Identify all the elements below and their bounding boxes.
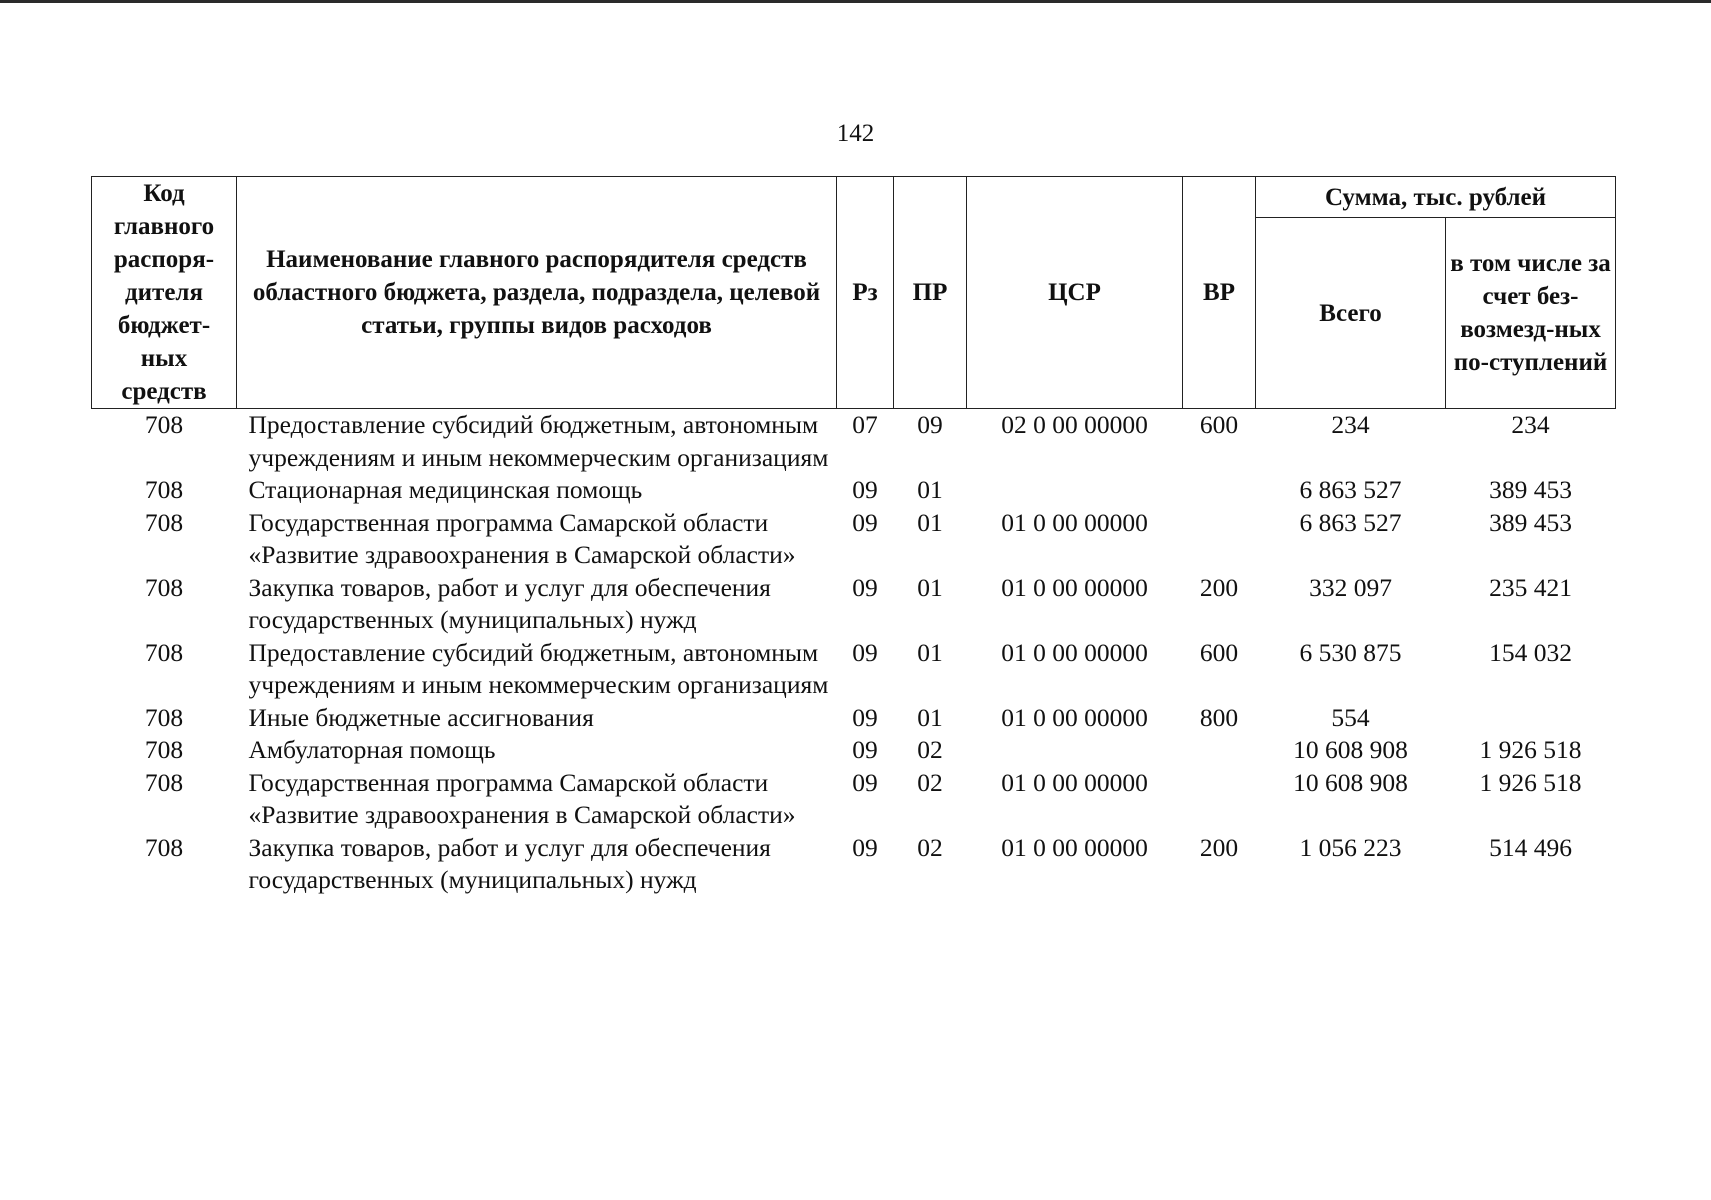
cell-code: 708 [144, 767, 184, 797]
cell-csr: 02 0 00 00000 [1001, 410, 1148, 439]
header-sum-group: Сумма, тыс. рублей [1256, 177, 1616, 218]
cell-code: 708 [144, 832, 184, 862]
cell-csr: 01 0 00 00000 [1001, 637, 1148, 667]
cell-pr: 02 [917, 832, 943, 862]
cell-vr [1183, 474, 1256, 507]
cell-total: 234 [1331, 410, 1370, 439]
header-rz: Рз [837, 177, 894, 409]
cell-name: Предоставление субсидий бюджетным, автономным учреждениям и иным некоммерческим организациям [248, 637, 829, 699]
cell-name: Иные бюджетные ассигнования [248, 702, 594, 732]
cell-name: Предоставление субсидий бюджетным, автономным учреждениям и иным некоммерческим организациям [248, 410, 829, 472]
table-row [92, 637, 1616, 702]
cell-csr: 01 0 00 00000 [1001, 832, 1148, 862]
scan-top-edge [0, 0, 1711, 3]
budget-table [91, 176, 1616, 897]
table-row [92, 474, 1616, 507]
cell-total: 332 097 [1309, 572, 1392, 602]
cell-csr: 01 0 00 00000 [1001, 507, 1148, 537]
header-name: Наименование главного распорядителя средств областного бюджета, раздела, подраздела, целевой статьи, группы видов расходов [237, 177, 837, 409]
cell-pr: 01 [917, 702, 943, 732]
cell-pr: 02 [917, 767, 943, 797]
cell-vr [1183, 507, 1256, 572]
cell-rz: 09 [852, 475, 878, 504]
cell-name: Стационарная медицинская помощь [248, 475, 643, 504]
cell-total: 1 056 223 [1299, 832, 1402, 862]
cell-vr: 200 [1199, 832, 1239, 862]
table-row [92, 734, 1616, 767]
cell-pr: 01 [917, 637, 943, 667]
header-total: Всего [1256, 218, 1446, 409]
table-header [92, 177, 1616, 409]
cell-code: 708 [144, 637, 184, 667]
cell-incl: 514 496 [1489, 832, 1572, 862]
header-csr: ЦСР [967, 177, 1183, 409]
cell-vr: 600 [1199, 637, 1239, 667]
cell-incl: 389 453 [1489, 475, 1572, 504]
table-body [92, 409, 1616, 897]
cell-csr: 01 0 00 00000 [1001, 767, 1148, 797]
cell-incl: 1 926 518 [1479, 735, 1582, 764]
header-code: Код главного распоря-дителя бюджет-ных средств [92, 177, 237, 409]
cell-csr [967, 734, 1183, 767]
cell-pr: 01 [917, 475, 943, 504]
cell-incl: 154 032 [1489, 637, 1572, 667]
table-row [92, 832, 1616, 897]
header-pr: ПР [894, 177, 967, 409]
cell-incl: 234 [1511, 410, 1550, 439]
cell-rz: 09 [852, 735, 878, 764]
cell-rz: 09 [852, 507, 878, 537]
table-row [92, 507, 1616, 572]
table-row [92, 409, 1616, 475]
cell-code: 708 [144, 507, 184, 537]
cell-incl: 389 453 [1489, 507, 1572, 537]
cell-incl: 235 421 [1489, 572, 1572, 602]
cell-csr: 01 0 00 00000 [1001, 702, 1148, 732]
cell-vr: 200 [1199, 572, 1239, 602]
cell-rz: 09 [852, 767, 878, 797]
cell-vr [1183, 767, 1256, 832]
cell-total: 10 608 908 [1293, 767, 1408, 797]
cell-code: 708 [144, 410, 184, 439]
cell-pr: 01 [917, 572, 943, 602]
cell-code: 708 [144, 475, 184, 504]
cell-csr: 01 0 00 00000 [1001, 572, 1148, 602]
table-row [92, 572, 1616, 637]
cell-name: Закупка товаров, работ и услуг для обеспечения государственных (муниципальных) нужд [248, 572, 771, 634]
cell-rz: 09 [852, 702, 878, 732]
cell-total: 554 [1331, 702, 1370, 732]
cell-pr: 02 [917, 735, 943, 764]
cell-incl [1446, 702, 1616, 735]
cell-code: 708 [144, 702, 184, 732]
table-row [92, 702, 1616, 735]
cell-total: 10 608 908 [1293, 735, 1408, 764]
cell-incl: 1 926 518 [1479, 767, 1582, 797]
cell-total: 6 530 875 [1299, 637, 1402, 667]
cell-rz: 09 [852, 637, 878, 667]
cell-total: 6 863 527 [1299, 507, 1402, 537]
cell-pr: 01 [917, 507, 943, 537]
header-vr: ВР [1183, 177, 1256, 409]
cell-vr: 800 [1199, 702, 1239, 732]
cell-csr [967, 474, 1183, 507]
cell-rz: 07 [852, 410, 878, 439]
page-number: 142 [836, 120, 875, 147]
header-incl-free: в том числе за счет без-возмезд-ных по-ступлений [1446, 218, 1616, 409]
cell-rz: 09 [852, 832, 878, 862]
cell-name: Государственная программа Самарской области «Развитие здравоохранения в Самарской области» [248, 767, 796, 829]
cell-vr [1183, 734, 1256, 767]
cell-code: 708 [144, 572, 184, 602]
cell-pr: 09 [917, 410, 943, 439]
cell-name: Закупка товаров, работ и услуг для обеспечения государственных (муниципальных) нужд [248, 832, 771, 894]
cell-total: 6 863 527 [1299, 475, 1402, 504]
cell-name: Амбулаторная помощь [248, 735, 496, 764]
cell-code: 708 [144, 735, 184, 764]
cell-rz: 09 [852, 572, 878, 602]
cell-vr: 600 [1199, 410, 1239, 439]
table-row [92, 767, 1616, 832]
cell-name: Государственная программа Самарской области «Развитие здравоохранения в Самарской области» [248, 507, 796, 569]
